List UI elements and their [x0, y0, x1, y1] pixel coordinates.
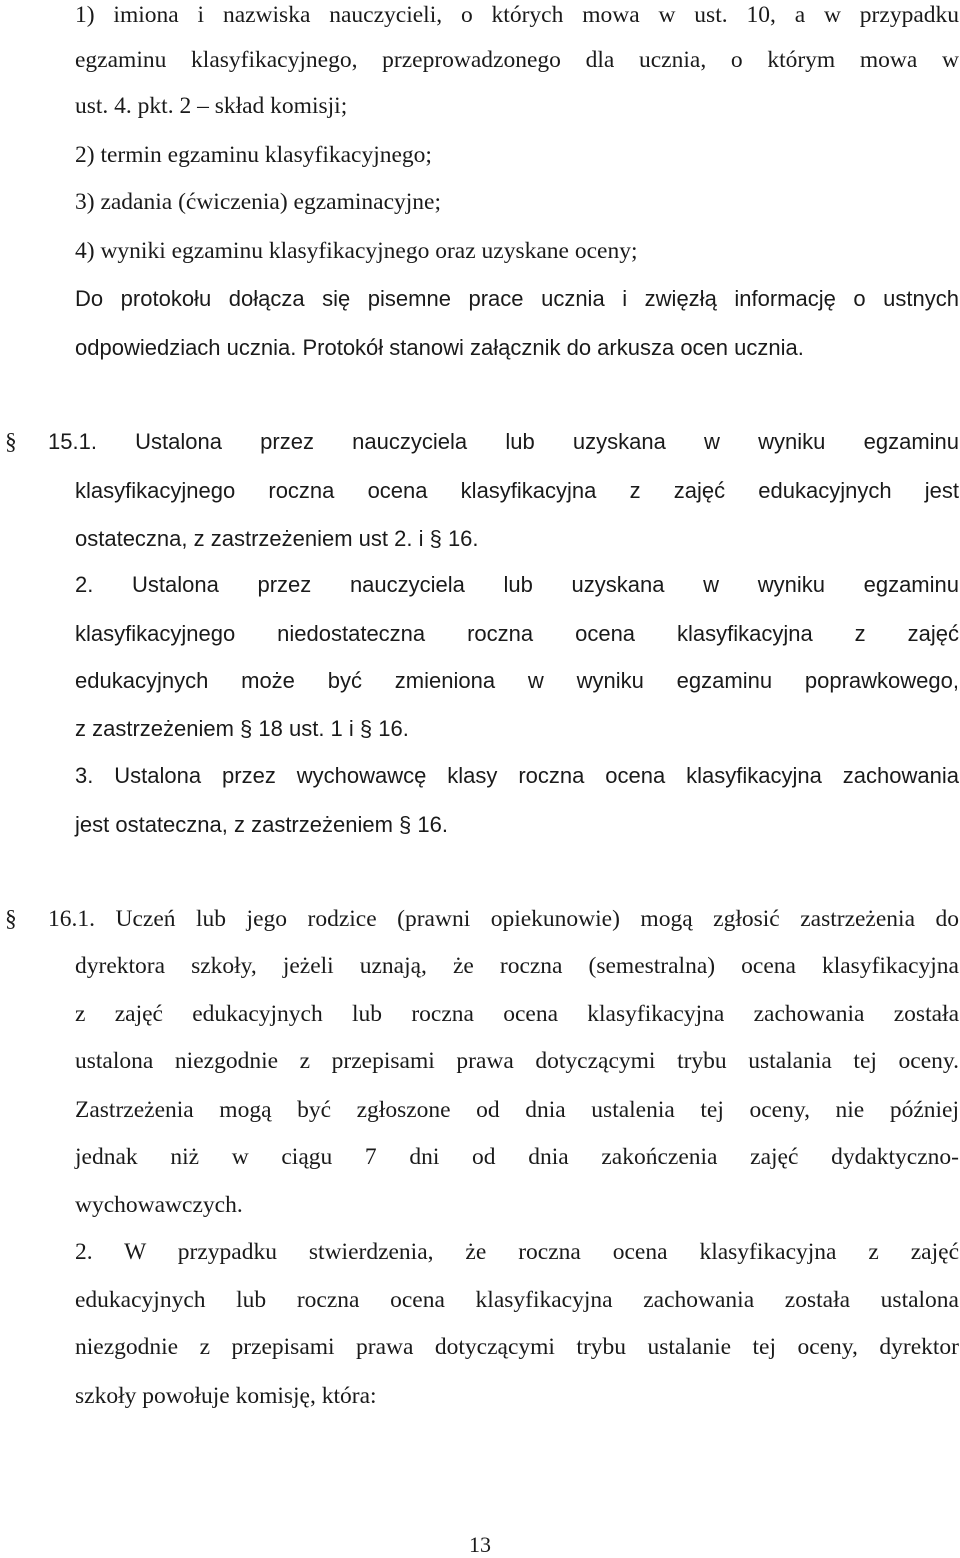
text-line: klasyfikacyjnego roczna ocena klasyfikacyjna z zajęć edukacyjnych jest	[75, 478, 959, 503]
section-sign: §	[5, 429, 17, 455]
text-line: 3. Ustalona przez wychowawcę klasy roczna ocena klasyfikacyjna zachowania	[75, 763, 959, 788]
text-line: jest ostateczna, z zastrzeżeniem § 16.	[75, 812, 448, 837]
text-line: dyrektora szkoły, jeżeli uznają, że roczna (semestralna) ocena klasyfikacyjna	[75, 953, 959, 979]
text-line: 2. Ustalona przez nauczyciela lub uzyskana w wyniku egzaminu	[75, 572, 959, 597]
text-line: 2. W przypadku stwierdzenia, że roczna ocena klasyfikacyjna z zajęć	[75, 1239, 959, 1265]
text-line: 1) imiona i nazwiska nauczycieli, o których mowa w ust. 10, a w przypadku	[75, 2, 959, 28]
text-line: odpowiedziach ucznia. Protokół stanowi załącznik do arkusza ocen ucznia.	[75, 335, 804, 360]
text-line: Zastrzeżenia mogą być zgłoszone od dnia ustalenia tej oceny, nie później	[75, 1097, 959, 1123]
text-line: edukacyjnych może być zmieniona w wyniku egzaminu poprawkowego,	[75, 668, 959, 693]
text-line: wychowawczych.	[75, 1192, 243, 1218]
text-line: 16.1. Uczeń lub jego rodzice (prawni opiekunowie) mogą zgłosić zastrzeżenia do	[48, 906, 959, 932]
text-line: z zajęć edukacyjnych lub roczna ocena klasyfikacyjna zachowania została	[75, 1001, 959, 1027]
text-line: 2) termin egzaminu klasyfikacyjnego;	[75, 142, 432, 168]
text-line: 15.1. Ustalona przez nauczyciela lub uzyskana w wyniku egzaminu	[48, 429, 959, 454]
text-line: egzaminu klasyfikacyjnego, przeprowadzonego dla ucznia, o którym mowa w	[75, 47, 959, 73]
text-line: 3) zadania (ćwiczenia) egzaminacyjne;	[75, 189, 441, 215]
text-line: Do protokołu dołącza się pisemne prace ucznia i zwięzłą informację o ustnych	[75, 286, 959, 311]
text-line: szkoły powołuje komisję, która:	[75, 1383, 377, 1409]
text-line: niezgodnie z przepisami prawa dotyczącymi trybu ustalanie tej oceny, dyrektor	[75, 1334, 959, 1360]
text-line: ust. 4. pkt. 2 – skład komisji;	[75, 93, 348, 119]
text-line: ustalona niezgodnie z przepisami prawa dotyczącymi trybu ustalania tej oceny.	[75, 1048, 959, 1074]
text-line: 4) wyniki egzaminu klasyfikacyjnego oraz uzyskane oceny;	[75, 238, 638, 264]
text-line: z zastrzeżeniem § 18 ust. 1 i § 16.	[75, 716, 409, 741]
text-line: ostateczna, z zastrzeżeniem ust 2. i § 16.	[75, 526, 479, 551]
section-sign: §	[5, 906, 17, 932]
text-line: jednak niż w ciągu 7 dni od dnia zakończenia zajęć dydaktyczno-	[75, 1144, 959, 1170]
page-number: 13	[469, 1532, 491, 1557]
text-line: klasyfikacyjnego niedostateczna roczna ocena klasyfikacyjna z zajęć	[75, 621, 959, 646]
text-line: edukacyjnych lub roczna ocena klasyfikacyjna zachowania została ustalona	[75, 1287, 959, 1313]
